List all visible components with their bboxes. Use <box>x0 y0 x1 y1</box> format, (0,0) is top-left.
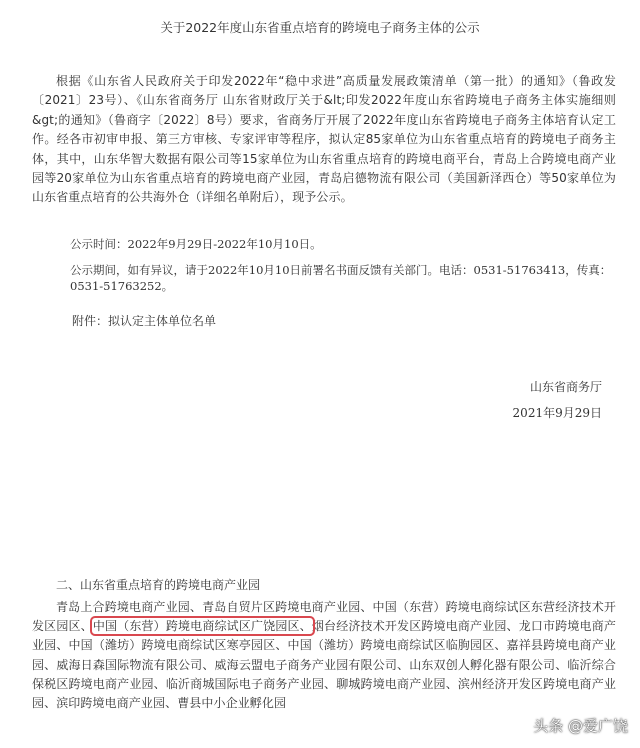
document-title: 关于2022年度山东省重点培育的跨境电子商务主体的公示 <box>160 20 480 35</box>
attachment-note: 附件：拟认定主体单位名单 <box>72 314 217 328</box>
notice-period: 公示期间，如有异议，请于2022年10月10日前署名书面反馈有关部门。电话：0531-51763413，传真：0531-51763252。 <box>70 263 612 293</box>
issuer: 山东省商务厅 <box>529 380 602 394</box>
notice-time: 公示时间：2022年9月29日-2022年10月10日。 <box>70 237 322 251</box>
sign-date: 2021年9月29日 <box>512 406 602 420</box>
body-paragraph: 根据《山东省人民政府关于印发2022年“稳中求进”高质量发展政策清单（第一批）的通知》（鲁政发〔2021〕23号）、《山东省商务厅 山东省财政厅关于&lt;印发2022年度山东省跨境电子商务主体实施细则&gt;的通知》（鲁商字〔2022〕8号）要求，省商务厅开展了2022年度山东省跨境电子商务主体培育认定工作。经各市初审申报、第三方审核、专家评审等程序，拟认定85家单位为山东省重点培育的跨境电子商务主体，其中，山东华智大数据有限公司等15家单位为山东省重点培育的跨境电商平台，青岛上合跨境电商产业园等20家单位为山东省重点培育的跨境电商产业园，青岛启德物流有限公司（美国新泽西仓）等50家单位为山东省重点培育的公共海外仓（详细名单附后），现予公示。 <box>32 74 616 205</box>
park-list-paragraph <box>32 598 616 713</box>
park-list-before: 青岛上合跨境电商产业园、青岛自贸片区跨境电商产业园、中国（东营）跨境电商综试区东营经济技术开发区园区、 <box>32 600 616 634</box>
park-list-after: 烟台经济技术开发区跨境电商产业园、龙口市跨境电商产业园、中国（潍坊）跨境电商综试区寒亭园区、中国（潍坊）跨境电商综试区临朐园区、嘉祥县跨境电商产业园、威海日森国际物流有限公司、威海云盟电子商务产业园有限公司、山东双创人孵化器有限公司、临沂综合保税区跨境电商产业园、临沂商城国际电子商务产业园、聊城跨境电商产业园、滨州经济开发区跨境电商产业园、滨印跨境电商产业园、曹县中小企业孵化园 <box>32 619 616 711</box>
park-list <box>32 598 616 713</box>
section-heading: 二、山东省重点培育的跨境电商产业园 <box>56 578 261 592</box>
watermark: 头条 @爱广饶 <box>533 717 628 735</box>
document-body <box>32 72 616 208</box>
highlighted-park: 中国（东营）跨境电商综试区广饶园区、 <box>92 619 312 634</box>
